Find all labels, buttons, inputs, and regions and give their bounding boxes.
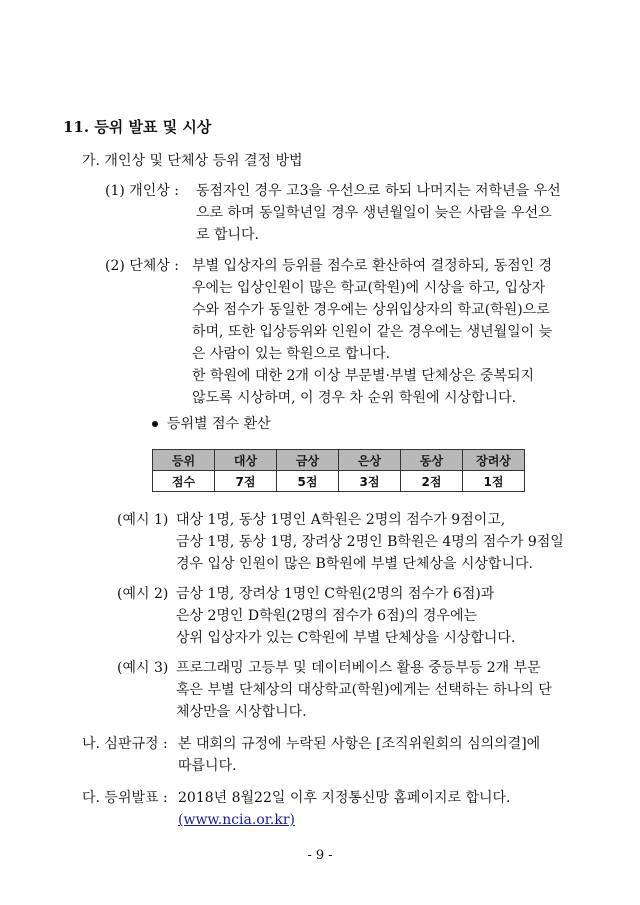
- referee-rules-line: 따릅니다.: [178, 758, 237, 774]
- group-award-line: 한 학원에 대한 2개 이상 부문별·부별 단체상은 중복되지: [192, 368, 535, 384]
- score-table-cell: 3점: [339, 471, 401, 492]
- ranking-announce-head: 다. 등위발표 :: [82, 790, 168, 806]
- example-line: 상위 입상자가 있는 C학원에 부별 단체상을 시상합니다.: [176, 630, 516, 646]
- group-award-line: 않도록 시상하며, 이 경우 차 순위 학원에 시상합니다.: [192, 390, 517, 406]
- example-line: 금상 1명, 장려상 1명인 C학원(2명의 점수가 6점)과: [176, 586, 495, 602]
- score-table: [152, 449, 525, 492]
- score-table-row: [153, 471, 525, 492]
- score-table-header-cell: 은상: [339, 450, 401, 471]
- example-line: 경우 입상 인원이 많은 B학원에 부별 단체상을 시상합니다.: [176, 556, 533, 572]
- score-table-cell: 2점: [401, 471, 463, 492]
- example-line: 체상만을 시상합니다.: [176, 704, 307, 720]
- example-line: 은상 2명인 D학원(2명의 점수가 6점)의 경우에는: [176, 608, 478, 624]
- bullet-label: 등위별 점수 환산: [167, 416, 271, 432]
- score-table-header-cell: 대상: [215, 450, 277, 471]
- website-link[interactable]: (www.ncia.or.kr): [178, 812, 296, 828]
- score-table-cell: 5점: [277, 471, 339, 492]
- example-line: 대상 1명, 동상 1명인 A학원은 2명의 점수가 9점이고,: [176, 512, 506, 528]
- individual-award-line: 로 합니다.: [196, 227, 259, 243]
- score-table-cell: 1점: [463, 471, 525, 492]
- group-award-head: (2) 단체상 :: [105, 258, 180, 274]
- page-number: - 9 -: [307, 848, 333, 863]
- individual-award-line: 동점자인 경우 고3을 우선으로 하되 나머지는 저학년을 우선: [196, 183, 561, 199]
- example-line: 프로그래밍 고등부 및 데이터베이스 활용 중등부등 2개 부문: [176, 660, 541, 676]
- bullet-icon: [152, 421, 158, 427]
- example-label: (예시 2): [117, 586, 169, 602]
- referee-rules-line: 본 대회의 규정에 누락된 사항은 [조직위원회의 심의의결]에: [178, 736, 541, 752]
- example-label: (예시 1): [117, 512, 169, 528]
- section-title: 11. 등위 발표 및 시상: [63, 118, 212, 136]
- score-table-header-cell: 동상: [401, 450, 463, 471]
- score-table-header-cell: 금상: [277, 450, 339, 471]
- referee-rules-head: 나. 심판규정 :: [82, 736, 168, 752]
- group-award-line: 우에는 입상인원이 많은 학교(학원)에 시상을 하고, 입상자: [192, 280, 546, 296]
- group-award-line: 하며, 또한 입상등위와 인원이 같은 경우에는 생년월일이 늦: [192, 324, 553, 340]
- score-table-header-cell: 등위: [153, 450, 215, 471]
- example-line: 금상 1명, 동상 1명, 장려상 2명인 B학원은 4명의 점수가 9점일: [176, 534, 564, 550]
- score-table-cell: 7점: [215, 471, 277, 492]
- score-table-header-row: [153, 450, 525, 471]
- group-award-line: 수와 점수가 동일한 경우에는 상위입상자의 학교(학원)으로: [192, 302, 550, 318]
- example-label: (예시 3): [117, 660, 169, 676]
- individual-award-line: 으로 하며 동일학년일 경우 생년월일이 늦은 사람을 우선으: [196, 205, 552, 221]
- group-award-line: 부별 입상자의 등위를 점수로 환산하여 결정하되, 동점인 경: [192, 258, 553, 274]
- individual-award-head: (1) 개인상 :: [105, 183, 180, 199]
- ranking-announce-line: 2018년 8월22일 이후 지정통신망 홈페이지로 합니다.: [178, 790, 511, 806]
- subsection-ga-title: 가. 개인상 및 단체상 등위 결정 방법: [82, 153, 303, 169]
- score-table-header-cell: 장려상: [463, 450, 525, 471]
- example-line: 혹은 부별 단체상의 대상학교(학원)에게는 선택하는 하나의 단: [176, 682, 552, 698]
- group-award-line: 은 사람이 있는 학원으로 합니다.: [192, 346, 391, 362]
- score-table-cell: 점수: [153, 471, 215, 492]
